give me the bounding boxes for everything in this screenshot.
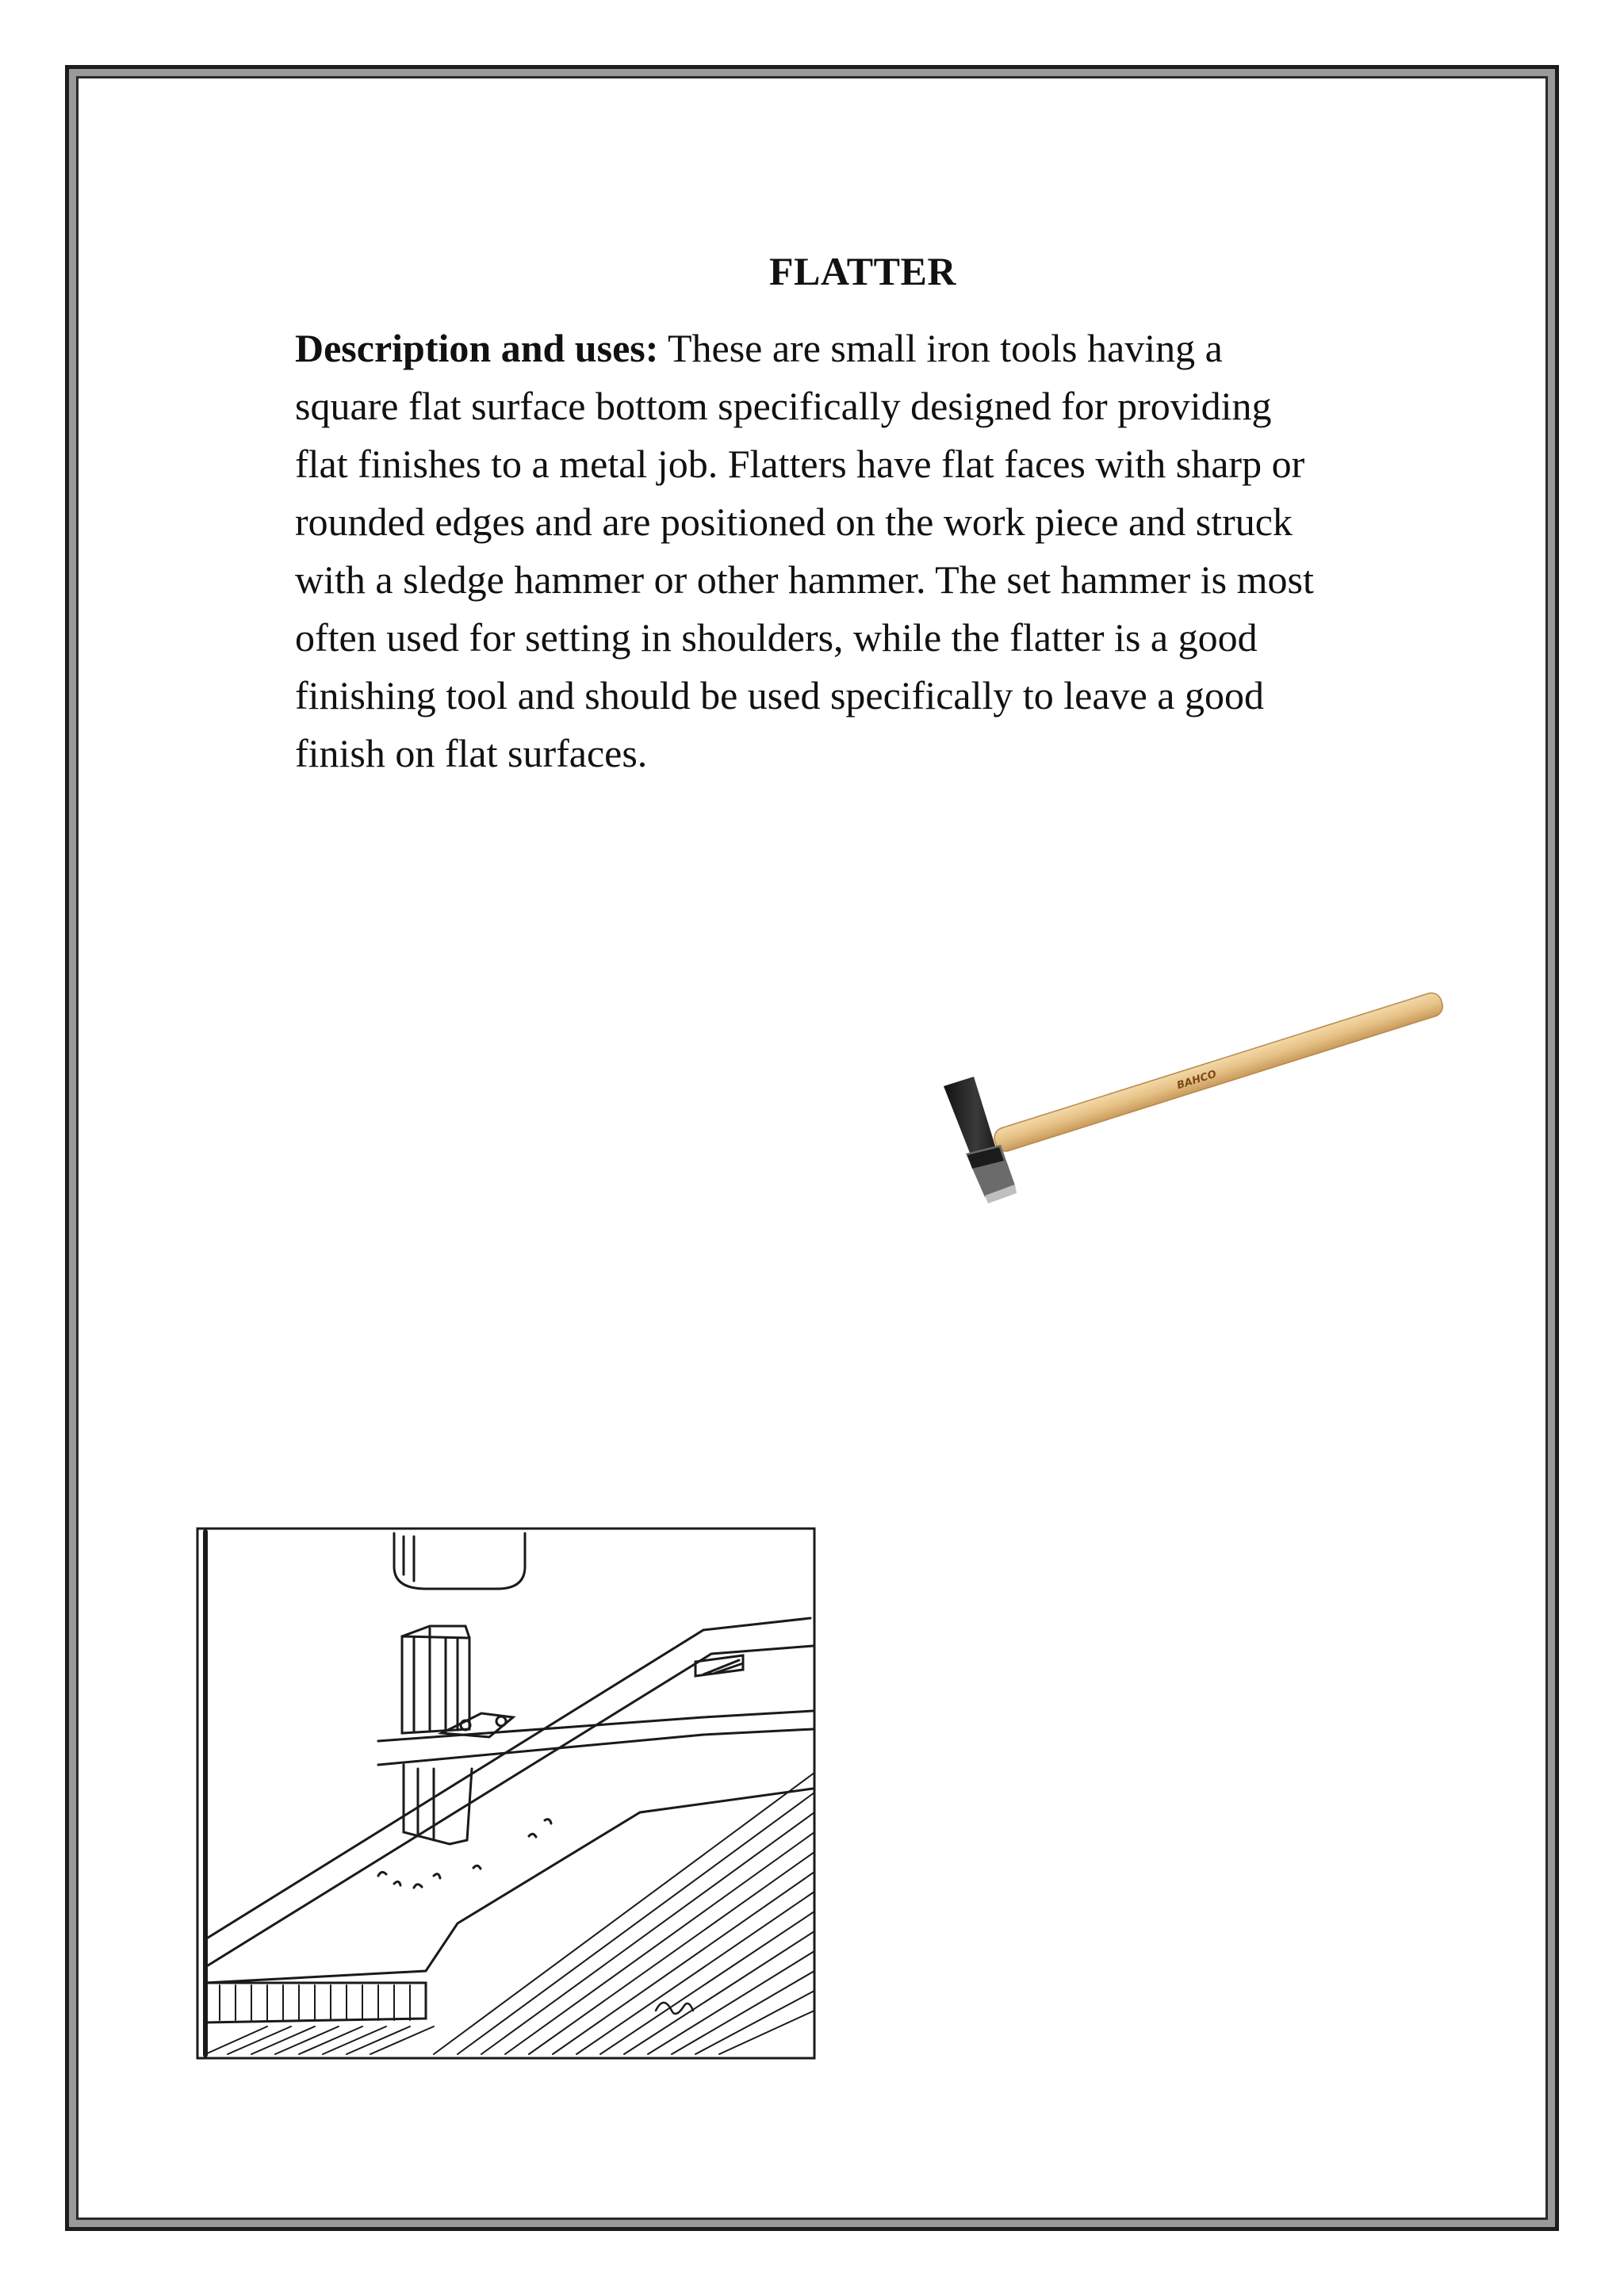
flatter-hammer-image [920,991,1475,1229]
hammer-brand-label: BAHCO [1175,1068,1218,1093]
description-label: Description and uses: [295,326,659,370]
page-title: FLATTER [769,249,956,293]
description-paragraph [295,320,1461,783]
flatter-usage-illustration [196,1527,816,2060]
description-text: These are small iron tools having a square flat surface bottom specifically designed for providing flat finishes to a metal job. Flatters have flat faces with sharp or rounded edges and are positioned on the work piece and struck with a sledge hammer or other hammer. The set hammer is most often used for setting in shoulders, while the flatter is a good finishing tool and should be used specifically to leave a good finish on flat surfaces. [295,326,1314,775]
